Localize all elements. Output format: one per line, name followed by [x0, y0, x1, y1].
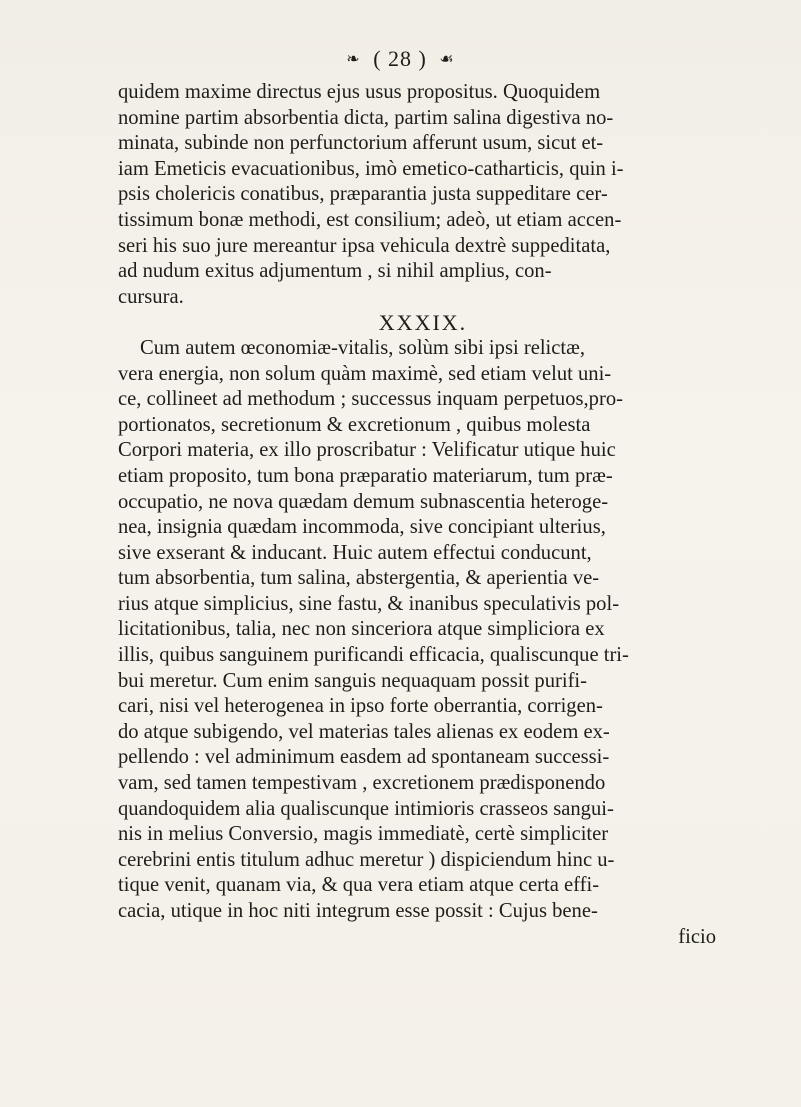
text-line: nomine partim absorbentia dicta, partim salina digestiva no- [118, 106, 614, 129]
page-number: ( 28 ) [373, 45, 427, 71]
body-text [118, 80, 728, 950]
text-line: seri his suo jure mereantur ipsa vehicula dextrè suppeditata, [118, 234, 611, 257]
page-header [0, 44, 801, 72]
text-line: vera energia, non solum quàm maximè, sed etiam velut uni- [118, 362, 612, 385]
text-line: rius atque simplicius, sine fastu, & inanibus speculativis pol- [118, 592, 620, 615]
text-line: tissimum bonæ methodi, est consilium; adeò, ut etiam accen- [118, 208, 622, 231]
text-line: illis, quibus sanguinem purificandi efficacia, qualiscunque tri- [118, 644, 629, 667]
text-line: occupatio, ne nova quædam demum subnascentia heteroge- [118, 490, 609, 513]
text-line: etiam proposito, tum bona præparatio materiarum, tum præ- [118, 464, 613, 487]
ornament-left-icon: ❧ [346, 50, 361, 68]
text-line: licitationibus, talia, nec non sinceriora atque simpliciora ex [118, 618, 605, 641]
text-line: do atque subigendo, vel materias tales alienas ex eodem ex- [118, 720, 610, 743]
ornament-right-icon: ☙ [439, 50, 455, 68]
text-line: nis in melius Conversio, magis immediatè, certè simpliciter [118, 823, 609, 846]
text-line: cerebrini entis titulum adhuc meretur ) dispiciendum hinc u- [118, 848, 615, 871]
text-line: cari, nisi vel heterogenea in ipso forte oberrantia, corrigen- [118, 695, 603, 718]
text-line: ce, collineet ad methodum ; successus inquam perpetuos,pro- [118, 388, 623, 411]
text-line: nea, insignia quædam incommoda, sive concipiant ulterius, [118, 516, 606, 539]
text-line: cursura. [118, 285, 184, 308]
catchword: ficio [678, 925, 716, 948]
section-heading: XXXIX. [378, 310, 468, 336]
text-line: quidem maxime directus ejus usus propositus. Quoquidem [118, 81, 601, 103]
text-line: vam, sed tamen tempestivam , excretionem prædisponendo [118, 772, 606, 795]
text-line: quandoquidem alia qualiscunque intimioris crasseos sangui- [118, 797, 614, 820]
text-line: Cum autem œconomiæ-vitalis, solùm sibi ipsi relictæ, [140, 336, 586, 359]
text-line: tum absorbentia, tum salina, abstergentia, & aperientia ve- [118, 567, 600, 590]
text-line: minata, subinde non perfunctorium afferunt usum, sicut et- [118, 132, 604, 155]
text-line: Corpori materia, ex illo proscribatur : Velificatur utique huic [118, 439, 616, 462]
text-line: sive exserant & inducant. Huic autem effectui conducunt, [118, 541, 592, 564]
text-line: iam Emeticis evacuationibus, imò emetico-catharticis, quin i- [118, 157, 624, 180]
text-line: bui meretur. Cum enim sanguis nequaquam possit purifi- [118, 669, 588, 692]
text-line: cacia, utique in hoc niti integrum esse possit : Cujus bene- [118, 900, 598, 922]
text-line: portionatos, secretionum & excretionum , quibus molesta [118, 413, 591, 436]
text-line: tique venit, quanam via, & qua vera etiam atque certa effi- [118, 874, 600, 897]
text-line: ad nudum exitus adjumentum , si nihil amplius, con- [118, 260, 552, 283]
text-line: pellendo : vel adminimum easdem ad spontaneam successi- [118, 746, 610, 769]
text-line: psis cholericis conatibus, præparantia justa suppeditare cer- [118, 183, 608, 206]
